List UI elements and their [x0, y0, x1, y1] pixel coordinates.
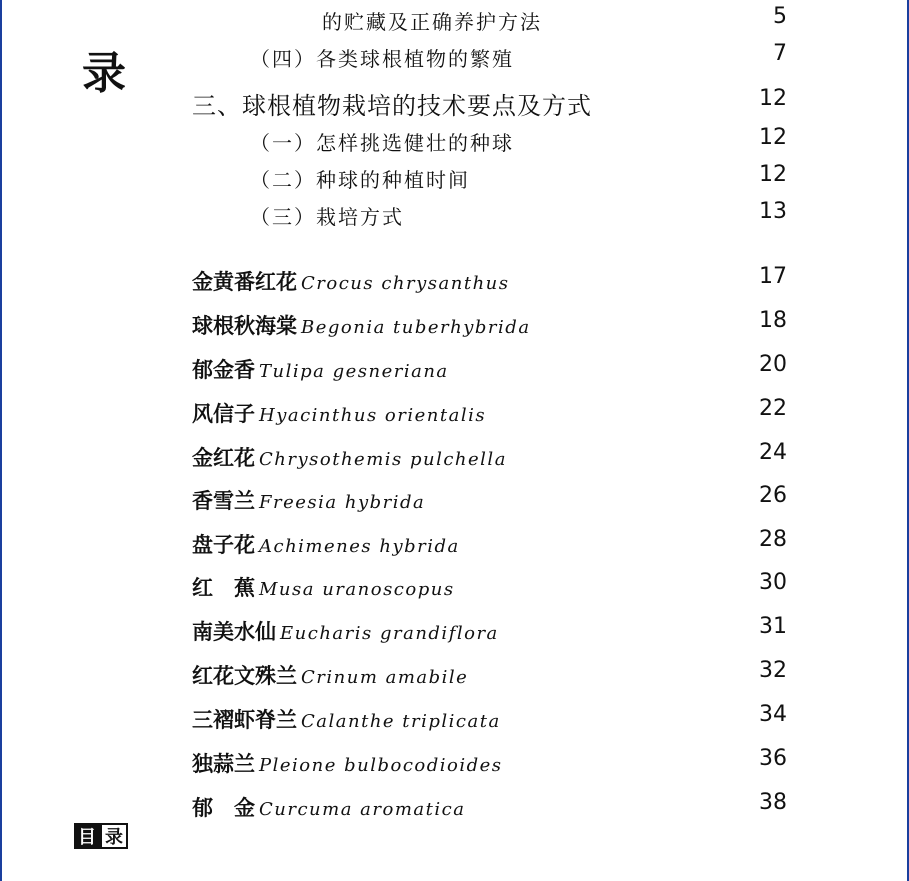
toc-entry-label: [192, 572, 455, 602]
toc-subsection-label: （四）各类球根植物的繁殖: [250, 47, 514, 71]
toc-entry: [2, 658, 907, 688]
plant-latin-name: Freesia hybrida: [259, 492, 426, 513]
plant-chinese-name: 独蒜兰: [192, 752, 255, 776]
toc-entry-label: [192, 485, 425, 515]
toc-page-number: 32: [759, 658, 787, 683]
toc-page-number: 12: [759, 162, 787, 187]
toc-subsection-label: （二）种球的种植时间: [250, 168, 470, 192]
toc-page-number: 26: [759, 483, 787, 508]
toc-subsection: [2, 41, 907, 71]
toc-page-number: 13: [759, 199, 787, 224]
plant-chinese-name: 香雪兰: [192, 489, 255, 513]
plant-latin-name: Crinum amabile: [301, 667, 469, 688]
toc-entry: [2, 527, 907, 557]
toc-entry-label: [192, 398, 486, 428]
toc-page-number: 12: [759, 86, 787, 111]
toc-page-number: 20: [759, 352, 787, 377]
toc-page-number: 38: [759, 790, 787, 815]
toc-entry: [2, 440, 907, 470]
toc-entry-label: [192, 354, 449, 384]
toc-page-number: 24: [759, 440, 787, 465]
toc-page-number: 22: [759, 396, 787, 421]
toc-entry-label: [192, 704, 501, 734]
toc-page-number: 18: [759, 308, 787, 333]
plant-latin-name: Achimenes hybrida: [259, 536, 460, 557]
toc-entry: [2, 790, 907, 820]
plant-chinese-name: 球根秋海棠: [192, 314, 297, 338]
plant-latin-name: Musa uranoscopus: [259, 579, 455, 600]
toc-section: [2, 86, 907, 120]
toc-entry-label: [192, 748, 503, 778]
toc-page-number: 28: [759, 527, 787, 552]
plant-chinese-name: 南美水仙: [192, 620, 276, 644]
toc-entry-label: [192, 616, 499, 646]
toc-entry-label: [192, 529, 460, 559]
toc-entry: [2, 483, 907, 513]
toc-page-number: 30: [759, 570, 787, 595]
plant-chinese-name: 金黄番红花: [192, 270, 297, 294]
plant-latin-name: Calanthe triplicata: [301, 711, 501, 732]
toc-entry-label: [192, 792, 465, 822]
toc-subsection: [2, 4, 907, 34]
footer-tag-lu: 录: [100, 823, 128, 849]
plant-latin-name: Eucharis grandiflora: [280, 623, 499, 644]
toc-page-number: 7: [773, 41, 787, 66]
toc-subsection: [2, 125, 907, 155]
toc-entry-label: [192, 266, 510, 296]
toc-page-number: 31: [759, 614, 787, 639]
plant-chinese-name: 郁金香: [192, 358, 255, 382]
toc-entry: [2, 702, 907, 732]
toc-page-number: 34: [759, 702, 787, 727]
side-title: 录: [82, 48, 126, 99]
plant-latin-name: Chrysothemis pulchella: [259, 449, 507, 470]
plant-chinese-name: 风信子: [192, 402, 255, 426]
plant-chinese-name: 盘子花: [192, 533, 255, 557]
toc-subsection-label: （三）栽培方式: [250, 205, 404, 229]
toc-page-number: 17: [759, 264, 787, 289]
toc-entry: [2, 746, 907, 776]
toc-entry-label: [192, 442, 507, 472]
toc-entry-label: [192, 310, 531, 340]
plant-chinese-name: 红 蕉: [192, 576, 255, 600]
toc-subsection-label: （一）怎样挑选健壮的种球: [250, 131, 514, 155]
toc-page-number: 36: [759, 746, 787, 771]
plant-latin-name: Curcuma aromatica: [259, 799, 466, 820]
plant-chinese-name: 金红花: [192, 446, 255, 470]
toc-entry: [2, 396, 907, 426]
plant-latin-name: Tulipa gesneriana: [259, 361, 449, 382]
toc-subsection: [2, 199, 907, 229]
footer-tag-mu: 目: [74, 823, 100, 849]
plant-latin-name: Hyacinthus orientalis: [259, 405, 487, 426]
toc-section-label: 三、球根植物栽培的技术要点及方式: [192, 92, 592, 120]
toc-page-number: 12: [759, 125, 787, 150]
toc-subsection: [2, 162, 907, 192]
footer-section-tag: [74, 823, 128, 849]
plant-chinese-name: 三褶虾脊兰: [192, 708, 297, 732]
toc-page-number: 5: [773, 4, 787, 29]
toc-entry-label: [192, 660, 468, 690]
toc-entry: [2, 614, 907, 644]
plant-latin-name: Begonia tuberhybrida: [301, 317, 531, 338]
plant-latin-name: Crocus chrysanthus: [301, 273, 510, 294]
toc-subsection-label: 的贮藏及正确养护方法: [322, 10, 542, 34]
toc-entry: [2, 264, 907, 294]
toc-entry: [2, 570, 907, 600]
toc-entry: [2, 352, 907, 382]
plant-latin-name: Pleione bulbocodioides: [259, 755, 503, 776]
plant-chinese-name: 郁 金: [192, 796, 255, 820]
toc-entry: [2, 308, 907, 338]
plant-chinese-name: 红花文殊兰: [192, 664, 297, 688]
